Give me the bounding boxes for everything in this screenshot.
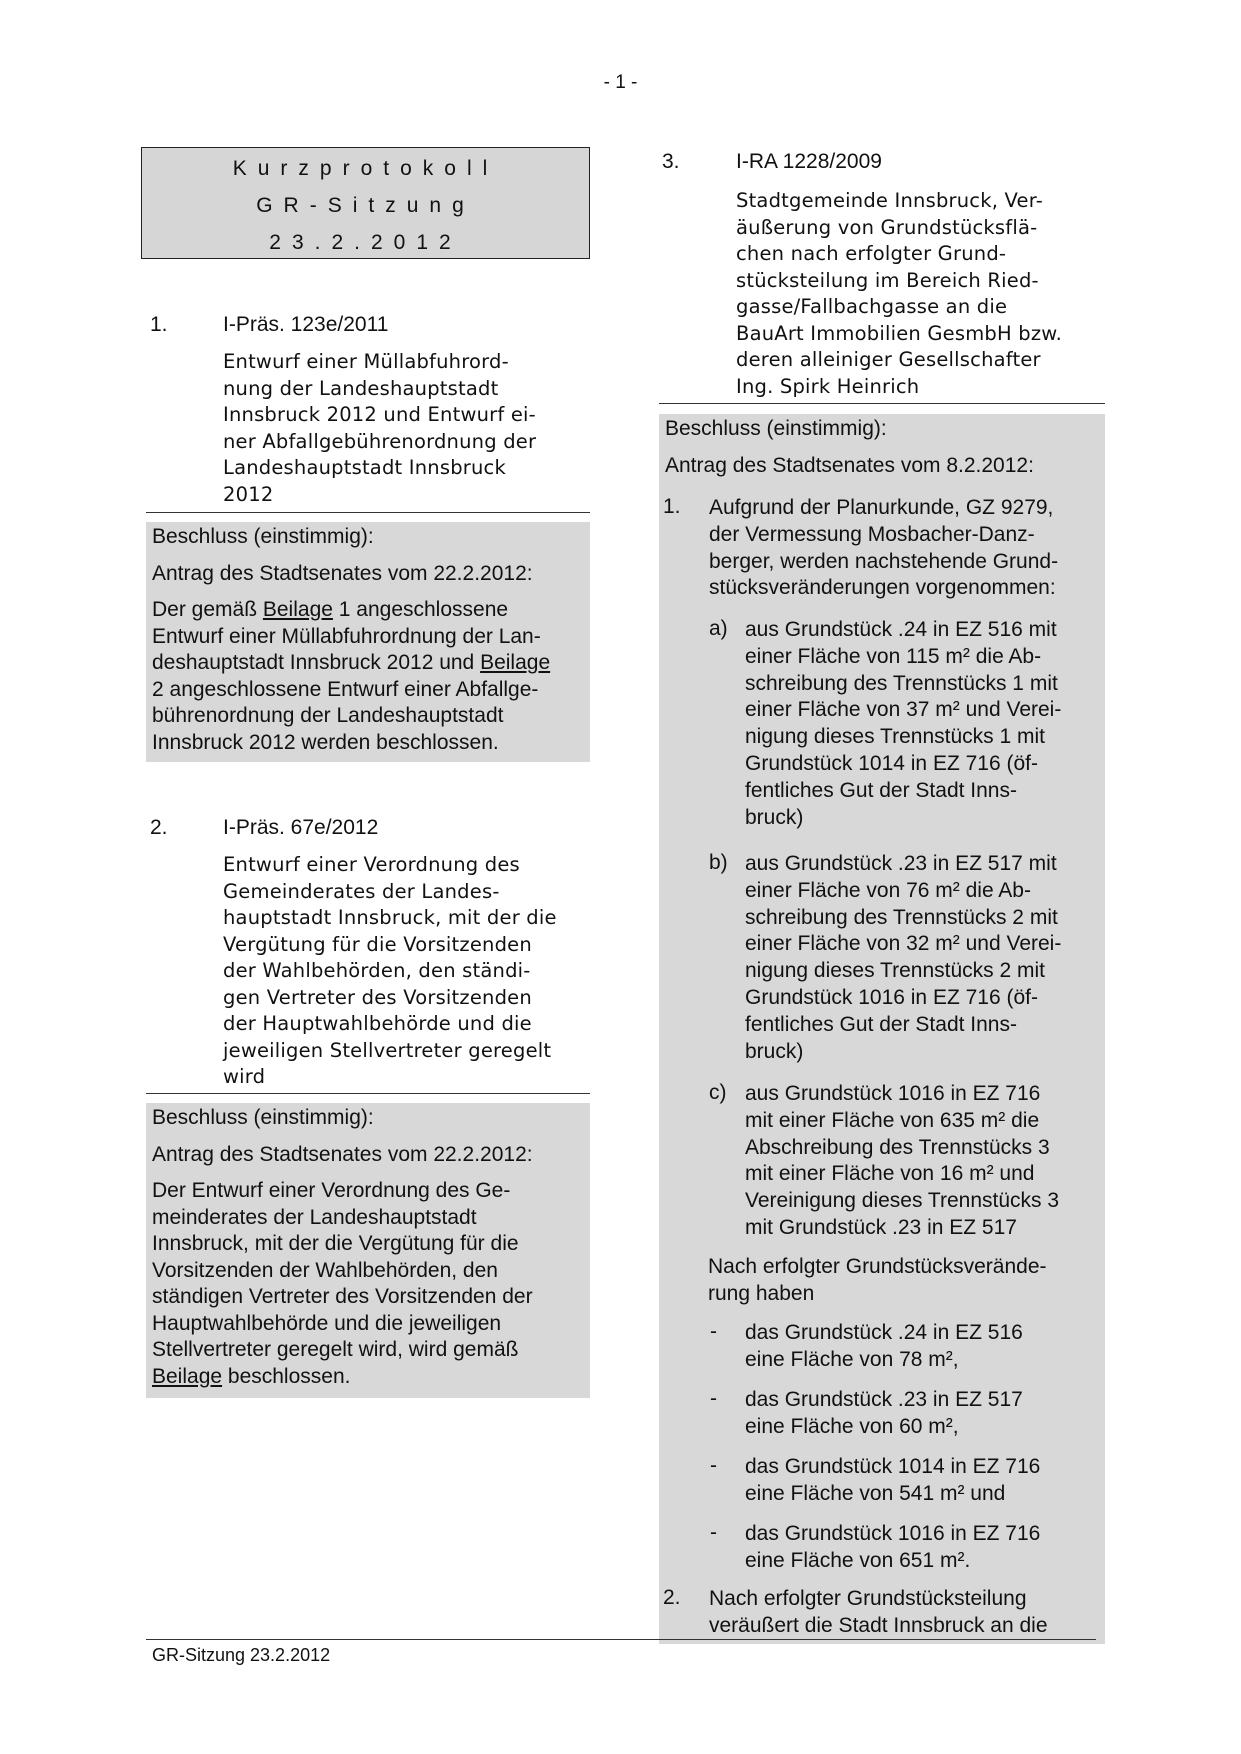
item-1-decision-block [146, 522, 590, 762]
beilage-link-2[interactable]: Beilage [480, 651, 551, 674]
dash-1-label: - [710, 1320, 717, 1343]
dash-2-label: - [710, 1387, 717, 1410]
item-1-title: Entwurf einer Müllabfuhrord- nung der Landeshauptstadt Innsbruck 2012 und Entwurf ei- ner Abfallgebührenordnung der Landeshauptstadt Innsbruck 2012 [223, 350, 537, 506]
item-1-motion: Antrag des Stadtsenates vom 22.2.2012: [152, 561, 533, 585]
item-2-resolution-text: Der Entwurf einer Verordnung des Ge- meinderates der Landeshauptstadt Innsbruck, mit der die Vergütung für die Vorsitzenden der Wahlbehörden, den ständigen Vertreter des Vorsitzenden der Hauptwahlbehörde und die jeweiligen Stellvertreter geregelt wird, wird gemäß Beilage beschlossen. [152, 1179, 533, 1388]
point-2-text: Nach erfolgter Grundstücksteilung veräußert die Stadt Innsbruck an die [709, 1587, 1048, 1637]
item-1-code: I-Präs. 123e/2011 [223, 313, 389, 336]
dash-3-label: - [710, 1454, 717, 1477]
item-2-code: I-Präs. 67e/2012 [223, 816, 379, 839]
beilage-link-3[interactable]: Beilage [152, 1364, 223, 1388]
sub-b-label: b) [709, 851, 728, 874]
after-change-text: Nach erfolgter Grundstücksverände- rung haben [708, 1255, 1047, 1305]
dash-2-text: das Grundstück .23 in EZ 517 eine Fläche von 60 m², [745, 1388, 1023, 1438]
header-session: GR-Sitzung [256, 194, 475, 217]
point-1-number: 1. [663, 495, 681, 518]
item-2-decision-label: Beschluss (einstimmig): [152, 1106, 374, 1129]
point-2-number: 2. [663, 1586, 681, 1609]
item-3-number: 3. [662, 150, 680, 173]
item-1-decision-label: Beschluss (einstimmig): [152, 525, 374, 548]
beilage-link-1[interactable]: Beilage [262, 598, 333, 621]
header-date: 23.2.2012 [269, 231, 462, 254]
item-1-number: 1. [150, 313, 168, 336]
sub-c-text: aus Grundstück 1016 in EZ 716 mit einer Fläche von 635 m² die Abschreibung des Trennstücks 3 mit einer Fläche von 16 m² und Vereinigung dieses Trennstücks 3 mit Grundstück .23 in EZ 517 [745, 1082, 1060, 1239]
item-1-resolution-text: Der gemäß Beilage 1 angeschlossene Entwurf einer Müllabfuhrordnung der Lan- deshauptstadt Innsbruck 2012 und Beilage 2 angeschlossene Entwurf einer Abfallge- bührenordnung der Landeshauptstadt Innsbruck 2012 werden beschlossen. [152, 598, 551, 754]
dash-1-text: das Grundstück .24 in EZ 516 eine Fläche von 78 m², [745, 1321, 1023, 1371]
footer-text: GR-Sitzung 23.2.2012 [152, 1645, 331, 1665]
sub-a-label: a) [709, 617, 728, 640]
dash-4-label: - [710, 1521, 717, 1544]
item-3-code: I-RA 1228/2009 [736, 150, 882, 173]
footer-divider [146, 1639, 1096, 1640]
item-2-divider [146, 1093, 590, 1094]
point-1-text: Aufgrund der Planurkunde, GZ 9279, der Vermessung Mosbacher-Danz- berger, werden nachstehende Grund- stücksveränderungen vorgenommen: [709, 496, 1059, 600]
item-3-motion: Antrag des Stadtsenates vom 8.2.2012: [665, 453, 1034, 477]
header-title: Kurzprotokoll [232, 157, 499, 180]
item-3-decision-label: Beschluss (einstimmig): [665, 417, 887, 440]
item-2-title: Entwurf einer Verordnung des Gemeinderates der Landes- hauptstadt Innsbruck, mit der die Vergütung für die Vorsitzenden der Wahlbehörden, den ständi- gen Vertreter des Vorsitzenden der Hauptwahlbehörde und die jeweiligen Stellvertreter geregelt wird [223, 853, 557, 1088]
dash-4-text: das Grundstück 1016 in EZ 716 eine Fläche von 651 m². [745, 1522, 1041, 1572]
item-1-divider [146, 512, 590, 513]
item-3-title: Stadtgemeinde Innsbruck, Ver- äußerung von Grundstücksflä- chen nach erfolgter Grund- stücksteilung im Bereich Ried- gasse/Fallbachgasse an die BauArt Immobilien GesmbH bzw. deren alleiniger Gesellschafter Ing. Spirk Heinrich [736, 189, 1063, 398]
item-2-decision-block [146, 1103, 590, 1398]
protocol-header-box [141, 147, 590, 259]
page-number: - 1 - [603, 72, 638, 93]
dash-3-text: das Grundstück 1014 in EZ 716 eine Fläche von 541 m² und [745, 1455, 1041, 1505]
item-3-divider [659, 403, 1105, 404]
sub-c-label: c) [709, 1081, 727, 1104]
sub-a-text: aus Grundstück .24 in EZ 516 mit einer Fläche von 115 m² die Ab- schreibung des Trennstücks 1 mit einer Fläche von 37 m² und Verei- nigung dieses Trennstücks 1 mit Grundstück 1014 in EZ 716 (öf- fentliches Gut der Stadt Inns- bruck) [745, 618, 1062, 829]
sub-b-text: aus Grundstück .23 in EZ 517 mit einer Fläche von 76 m² die Ab- schreibung des Trennstücks 2 mit einer Fläche von 32 m² und Verei- nigung dieses Trennstücks 2 mit Grundstück 1016 in EZ 716 (öf- fentliches Gut der Stadt Inns- bruck) [745, 852, 1062, 1063]
item-2-number: 2. [150, 816, 168, 839]
item-2-motion: Antrag des Stadtsenates vom 22.2.2012: [152, 1142, 533, 1166]
